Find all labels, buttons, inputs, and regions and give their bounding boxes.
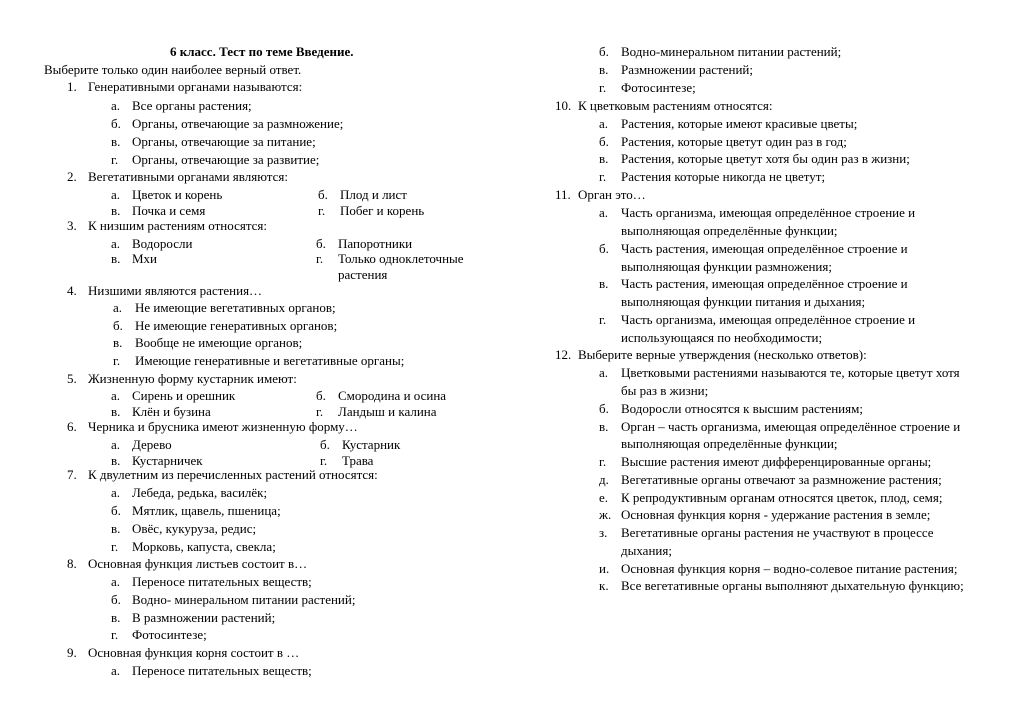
option-letter: б.: [316, 236, 326, 251]
option-letter: в.: [113, 335, 123, 350]
option-text: Папоротники: [338, 236, 413, 251]
option-letter: в.: [111, 134, 121, 149]
option-text: Вегетативные органы растения не участвуют в процессе: [621, 525, 934, 540]
option-letter: б.: [599, 401, 609, 416]
option-letter: и.: [599, 561, 610, 576]
question-number: 10.: [555, 98, 572, 113]
option-text: Мятлик, щавель, пшеница;: [132, 503, 281, 518]
option-text: Не имеющие вегетативных органов;: [135, 300, 336, 315]
question-number: 12.: [555, 347, 572, 362]
question-number: 8.: [67, 556, 77, 571]
option-text: Все органы растения;: [132, 98, 252, 113]
option-letter: б.: [316, 388, 326, 403]
option-text: Водно-минеральном питании растений;: [621, 44, 842, 59]
option-text-continued: растения: [338, 267, 388, 282]
question-number: 7.: [67, 467, 77, 482]
option-text: Цветковыми растениями называются те, которые цветут хотя: [621, 365, 960, 380]
question-number: 11.: [555, 187, 571, 202]
option-letter: а.: [113, 300, 123, 315]
option-letter: а.: [111, 663, 121, 678]
question-text: Выберите верные утверждения (несколько ответов):: [578, 347, 867, 362]
option-letter: в.: [111, 404, 121, 419]
option-text-continued: выполняющая определённые функции;: [621, 436, 838, 451]
option-text: Трава: [342, 453, 374, 468]
option-letter: г.: [111, 627, 119, 642]
option-text: Цветок и корень: [132, 187, 223, 202]
option-text: Только одноклеточные: [338, 251, 464, 266]
option-letter: г.: [599, 80, 607, 95]
option-text: Растения которые никогда не цветут;: [621, 169, 826, 184]
option-text: Клён и бузина: [132, 404, 211, 419]
option-text-continued: бы раз в жизни;: [621, 383, 709, 398]
option-text-continued: использующаяся по необходимости;: [621, 330, 823, 345]
option-text: Водоросли: [132, 236, 193, 251]
option-letter: б.: [111, 592, 121, 607]
option-text: Не имеющие генеративных органов;: [135, 318, 338, 333]
option-letter: б.: [599, 134, 609, 149]
option-letter: б.: [111, 116, 121, 131]
option-letter: в.: [599, 151, 609, 166]
option-letter: б.: [113, 318, 123, 333]
option-letter: а.: [111, 236, 121, 251]
option-text: Сирень и орешник: [132, 388, 236, 403]
question-number: 4.: [67, 283, 77, 298]
option-letter: в.: [111, 610, 121, 625]
option-letter: в.: [111, 453, 121, 468]
option-letter: г.: [111, 152, 119, 167]
instruction: Выберите только один наиболее верный ответ.: [44, 62, 302, 77]
option-text: Орган – часть организма, имеющая определённое строение и: [621, 419, 961, 434]
option-letter: г.: [599, 454, 607, 469]
option-letter: е.: [599, 490, 609, 505]
option-letter: в.: [111, 251, 121, 266]
question-number: 2.: [67, 169, 77, 184]
option-letter: г.: [316, 251, 324, 266]
option-text-continued: выполняющая функции размножения;: [621, 259, 832, 274]
question-number: 5.: [67, 371, 77, 386]
option-letter: д.: [599, 472, 609, 487]
option-letter: в.: [111, 203, 121, 218]
question-text: Жизненную форму кустарник имеют:: [88, 371, 297, 386]
question-text: Вегетативными органами являются:: [88, 169, 288, 184]
option-text: Кустарничек: [132, 453, 203, 468]
option-letter: а.: [111, 98, 121, 113]
option-text: Органы, отвечающие за развитие;: [132, 152, 320, 167]
option-letter: в.: [599, 419, 609, 434]
option-text: Дерево: [132, 437, 172, 452]
option-text: Высшие растения имеют дифференцированные органы;: [621, 454, 932, 469]
option-text: Размножении растений;: [621, 62, 753, 77]
option-text: Растения, которые имеют красивые цветы;: [621, 116, 858, 131]
option-letter: б.: [320, 437, 330, 452]
option-text-continued: выполняющая определённые функции;: [621, 223, 838, 238]
question-number: 9.: [67, 645, 77, 660]
option-letter: б.: [599, 44, 609, 59]
option-text: Основная функция корня – водно-солевое питание растения;: [621, 561, 958, 576]
option-text: Основная функция корня - удержание растения в земле;: [621, 507, 931, 522]
option-letter: г.: [113, 353, 121, 368]
question-text: Основная функция листьев состоит в…: [88, 556, 308, 571]
option-text: Вегетативные органы отвечают за размножение растения;: [621, 472, 942, 487]
option-text: В размножении растений;: [132, 610, 276, 625]
option-letter: г.: [320, 453, 328, 468]
option-text: Лебеда, редька, василёк;: [132, 485, 268, 500]
option-text: Часть организма, имеющая определённое строение и: [621, 205, 916, 220]
question-text: Основная функция корня состоит в …: [88, 645, 300, 660]
question-text: К двулетним из перечисленных растений относятся:: [88, 467, 378, 482]
option-text: Плод и лист: [340, 187, 407, 202]
option-text: Кустарник: [342, 437, 401, 452]
question-text: Генеративными органами называются:: [88, 79, 303, 94]
option-letter: з.: [599, 525, 608, 540]
option-letter: а.: [599, 365, 609, 380]
option-letter: а.: [111, 574, 121, 589]
option-text: Водно- минеральном питании растений;: [132, 592, 356, 607]
option-text: Все вегетативные органы выполняют дыхательную функцию;: [621, 578, 964, 593]
option-text: Часть растения, имеющая определённое строение и: [621, 276, 908, 291]
option-text: Водоросли относятся к высшим растениям;: [621, 401, 863, 416]
option-text: Переносе питательных веществ;: [132, 663, 312, 678]
option-letter: в.: [599, 62, 609, 77]
option-text: Побег и корень: [340, 203, 425, 218]
option-letter: а.: [111, 437, 121, 452]
question-number: 6.: [67, 419, 77, 434]
option-letter: г.: [318, 203, 326, 218]
option-letter: г.: [316, 404, 324, 419]
option-text: Мхи: [132, 251, 158, 266]
option-letter: а.: [111, 187, 121, 202]
option-text: Овёс, кукуруза, редис;: [132, 521, 257, 536]
option-text: Часть организма, имеющая определённое строение и: [621, 312, 916, 327]
question-text: Черника и брусника имеют жизненную форму…: [88, 419, 358, 434]
option-letter: к.: [599, 578, 609, 593]
question-text: К низшим растениям относятся:: [88, 218, 268, 233]
option-letter: г.: [111, 539, 119, 554]
option-text: Фотосинтезе;: [621, 80, 696, 95]
option-letter: в.: [599, 276, 609, 291]
option-text: Ландыш и калина: [338, 404, 437, 419]
page-title: 6 класс. Тест по теме Введение.: [170, 44, 354, 59]
option-letter: а.: [111, 485, 121, 500]
option-text: Переносе питательных веществ;: [132, 574, 312, 589]
option-letter: б.: [111, 503, 121, 518]
question-text: Орган это…: [578, 187, 646, 202]
question-text: Низшими являются растения…: [88, 283, 263, 298]
option-text-continued: выполняющая функции питания и дыхания;: [621, 294, 866, 309]
option-text: Почка и семя: [132, 203, 206, 218]
option-text: Растения, которые цветут хотя бы один раз в жизни;: [621, 151, 910, 166]
option-text-continued: дыхания;: [621, 543, 672, 558]
option-letter: б.: [599, 241, 609, 256]
option-text: Фотосинтезе;: [132, 627, 207, 642]
option-letter: в.: [111, 521, 121, 536]
option-letter: г.: [599, 312, 607, 327]
option-text: Вообще не имеющие органов;: [135, 335, 303, 350]
option-text: Растения, которые цветут один раз в год;: [621, 134, 847, 149]
option-letter: б.: [318, 187, 328, 202]
option-letter: а.: [599, 205, 609, 220]
option-text: Смородина и осина: [338, 388, 447, 403]
option-text: Органы, отвечающие за питание;: [132, 134, 316, 149]
question-number: 3.: [67, 218, 77, 233]
option-letter: г.: [599, 169, 607, 184]
option-text: Часть растения, имеющая определённое строение и: [621, 241, 908, 256]
option-text: Имеющие генеративные и вегетативные органы;: [135, 353, 405, 368]
option-text: Органы, отвечающие за размножение;: [132, 116, 344, 131]
option-letter: ж.: [599, 507, 612, 522]
option-letter: а.: [599, 116, 609, 131]
option-letter: а.: [111, 388, 121, 403]
option-text: Морковь, капуста, свекла;: [132, 539, 276, 554]
question-number: 1.: [67, 79, 77, 94]
option-text: К репродуктивным органам относятся цветок, плод, семя;: [621, 490, 943, 505]
question-text: К цветковым растениям относятся:: [578, 98, 773, 113]
